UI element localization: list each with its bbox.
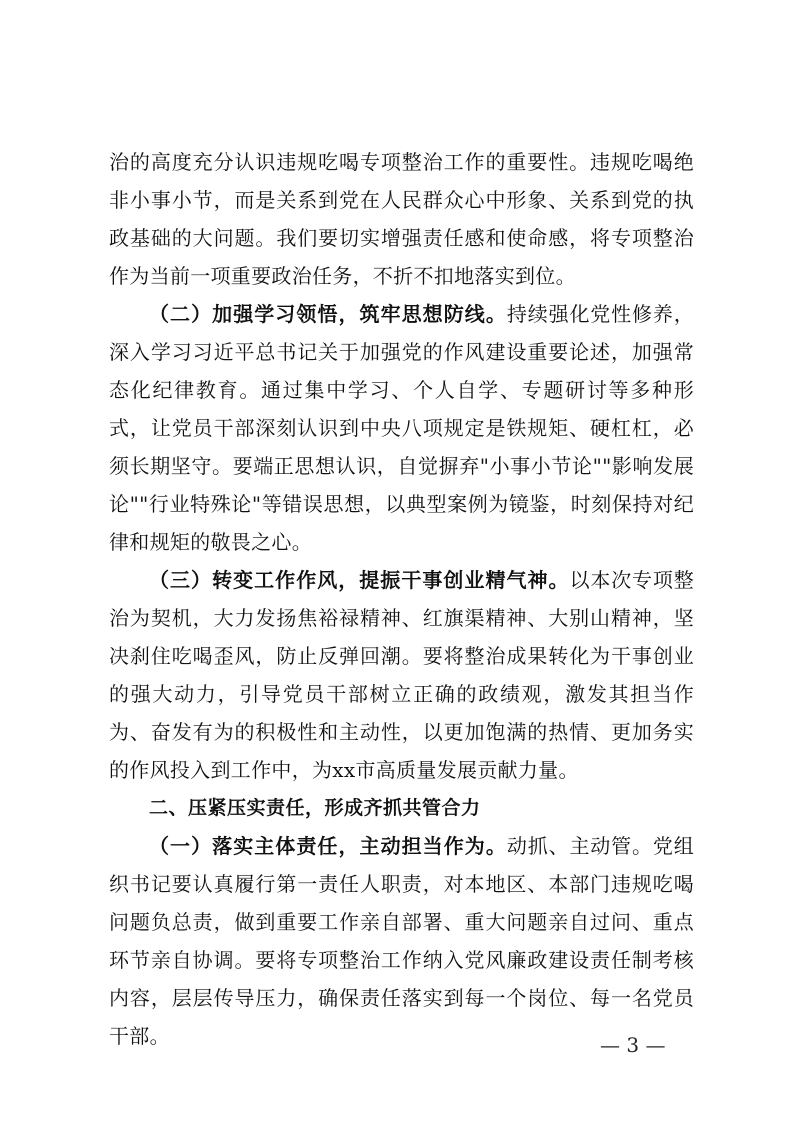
paragraph-responsibility xyxy=(109,827,694,1055)
page-number: — 3 — xyxy=(600,1033,666,1057)
paragraph-lead: （一）落实主体责任，主动担当作为。 xyxy=(149,834,507,858)
paragraph-lead: （三）转变工作作风，提振干事创业精气神。 xyxy=(149,568,570,592)
document-body xyxy=(109,143,694,1055)
paragraph-lead: （二）加强学习领悟，筑牢思想防线。 xyxy=(149,302,507,326)
section-heading: 二、压紧压实责任，形成齐抓共管合力 xyxy=(149,797,481,819)
paragraph-study xyxy=(109,295,694,561)
paragraph-work-style xyxy=(109,561,694,789)
paragraph-text: 以本次专项整治为契机，大力发扬焦裕禄精神、红旗渠精神、大别山精神，坚决刹住吃喝歪风，防止反弹回潮。要将整治成果转化为干事创业的强大动力，引导党员干部树立正确的政绩观，激发其担当作为、奋发有为的积极性和主动性，以更加饱满的热情、更加务实的作风投入到工作中，为xx市高质量发展贡献力量。 xyxy=(109,568,694,782)
paragraph-text: 持续强化党性修养，深入学习习近平总书记关于加强党的作风建设重要论述，加强常态化纪律教育。通过集中学习、个人自学、专题研讨等多种形式，让党员干部深刻认识到中央八项规定是铁规矩、硬杠杠，必须长期坚守。要端正思想认识，自觉摒弃"小事小节论""影响发展论""行业特殊论"等错误思想，以典型案例为镜鉴，时刻保持对纪律和规矩的敬畏之心。 xyxy=(109,302,695,554)
paragraph-text: 动抓、主动管。党组织书记要认真履行第一责任人职责，对本地区、本部门违规吃喝问题负总责，做到重要工作亲自部署、重大问题亲自过问、重点环节亲自协调。要将专项整治工作纳入党风廉政建设责任制考核内容，层层传导压力，确保责任落实到每一个岗位、每一名党员干部。 xyxy=(109,834,695,1048)
paragraph-continuation xyxy=(109,143,694,295)
paragraph-text: 治的高度充分认识违规吃喝专项整治工作的重要性。违规吃喝绝非小事小节，而是关系到党在人民群众心中形象、关系到党的执政基础的大问题。我们要切实增强责任感和使命感，将专项整治作为当前一项重要政治任务，不折不扣地落实到位。 xyxy=(109,150,694,288)
